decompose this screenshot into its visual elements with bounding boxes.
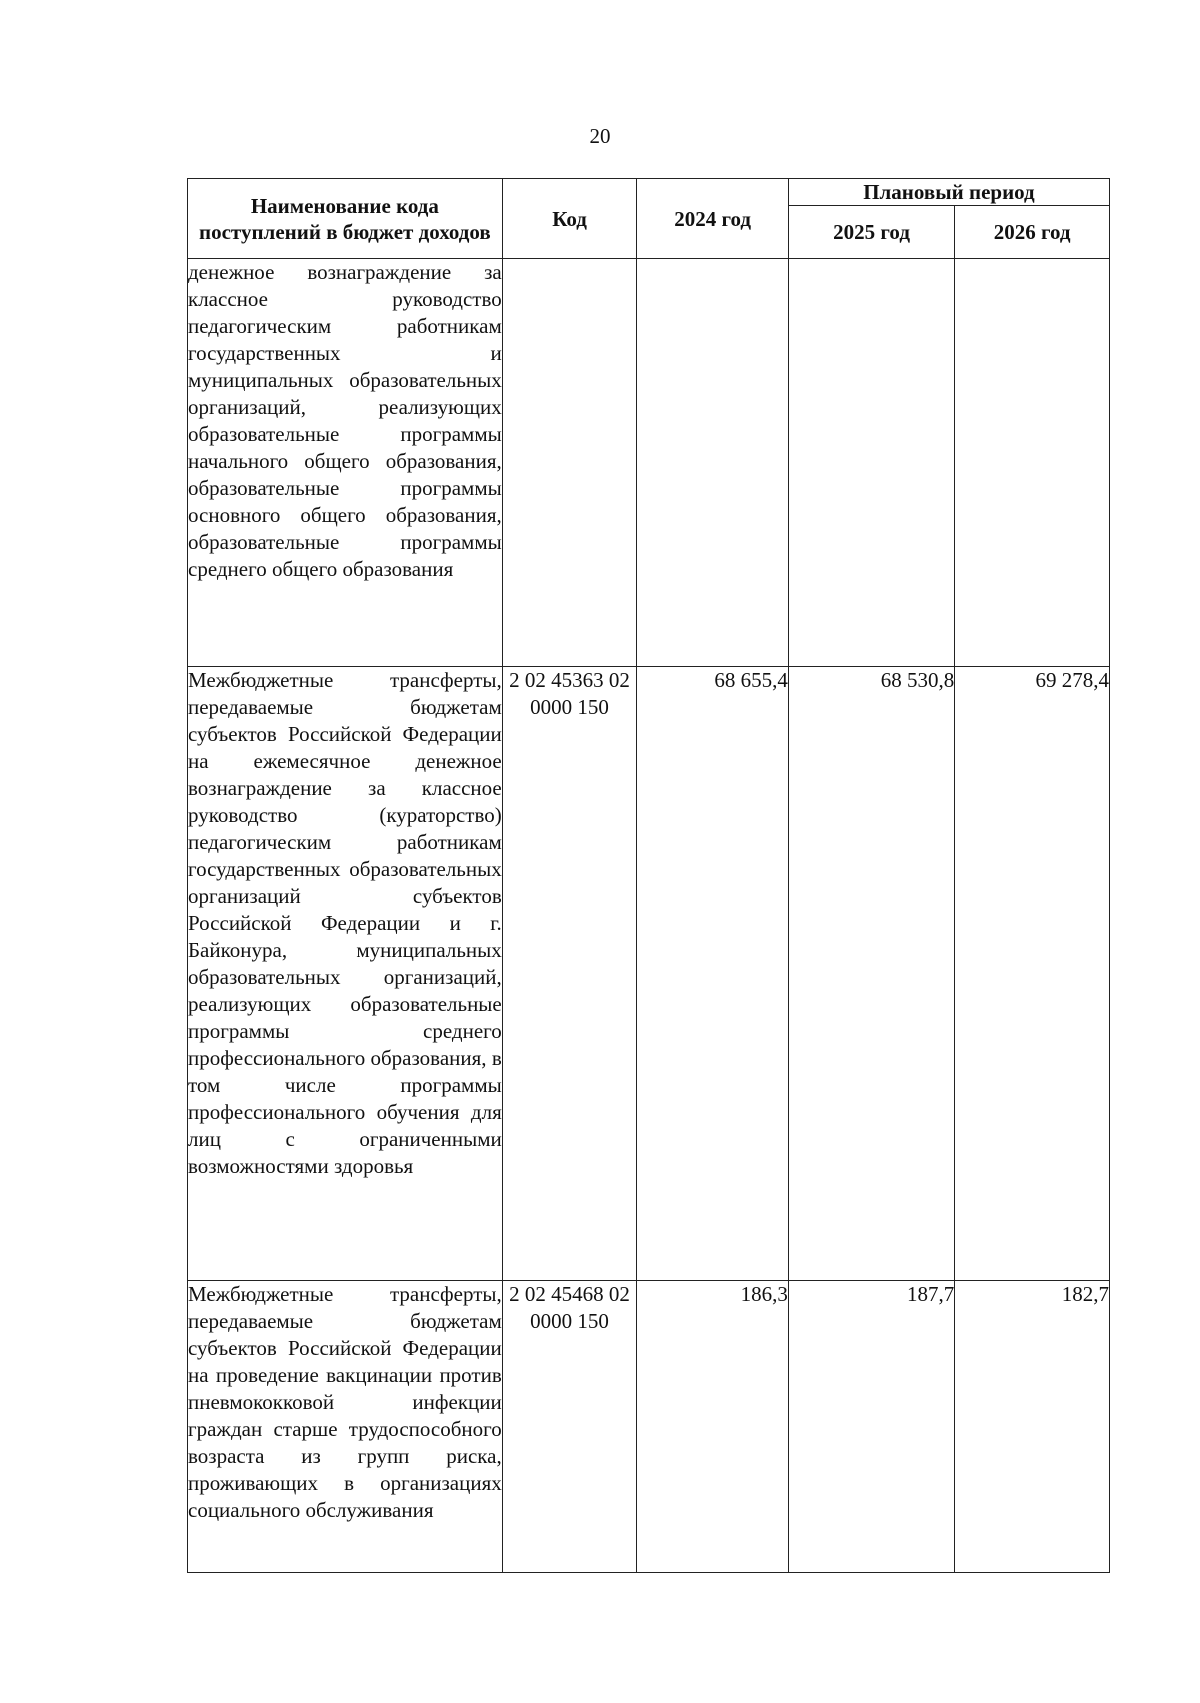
row-value-2025: 187,7: [788, 1281, 954, 1573]
row-code: 2 02 45468 02 0000 150: [502, 1281, 637, 1573]
row-value-2025: [788, 259, 954, 667]
header-2024: 2024 год: [637, 179, 789, 259]
row-name: денежное вознаграждение за классное руководство педагогическим работникам государственных и муниципальных образовательных организаций, реализующих образовательные программы начального общего образования, образовательные программы основного общего образования, образовательные программы среднего общего образования: [188, 259, 503, 667]
table-row: [188, 259, 1110, 667]
header-code: Код: [502, 179, 637, 259]
row-name: Межбюджетные трансферты, передаваемые бюджетам субъектов Российской Федерации на ежемесячное денежное вознаграждение за классное руководство (кураторство) педагогическим работникам государственных образовательных организаций субъектов Российской Федерации и г. Байконура, муниципальных образовательных организаций, реализующих образовательные программы среднего профессионального образования, в том числе программы профессионального обучения для лиц с ограниченными возможностями здоровья: [188, 667, 503, 1281]
row-name: Межбюджетные трансферты, передаваемые бюджетам субъектов Российской Федерации на проведение вакцинации против пневмококковой инфекции граждан старше трудоспособного возраста из групп риска, проживающих в организациях социального обслуживания: [188, 1281, 503, 1573]
row-code: 2 02 45363 02 0000 150: [502, 667, 637, 1281]
row-value-2026: [955, 259, 1110, 667]
row-value-2024: 68 655,4: [637, 667, 789, 1281]
row-value-2026: 69 278,4: [955, 667, 1110, 1281]
row-value-2026: 182,7: [955, 1281, 1110, 1573]
row-value-2024: 186,3: [637, 1281, 789, 1573]
table-row: [188, 667, 1110, 1281]
row-value-2025: 68 530,8: [788, 667, 954, 1281]
table-header-row: [188, 179, 1110, 206]
table-row: [188, 1281, 1110, 1573]
page-number: 20: [589, 124, 611, 148]
header-name: Наименование кода поступлений в бюджет доходов: [188, 179, 503, 259]
revenue-table: [187, 178, 1110, 1573]
row-value-2024: [637, 259, 789, 667]
header-planned-period: Плановый период: [788, 179, 1109, 206]
header-2025: 2025 год: [788, 206, 954, 259]
header-2026: 2026 год: [955, 206, 1110, 259]
row-code: [502, 259, 637, 667]
